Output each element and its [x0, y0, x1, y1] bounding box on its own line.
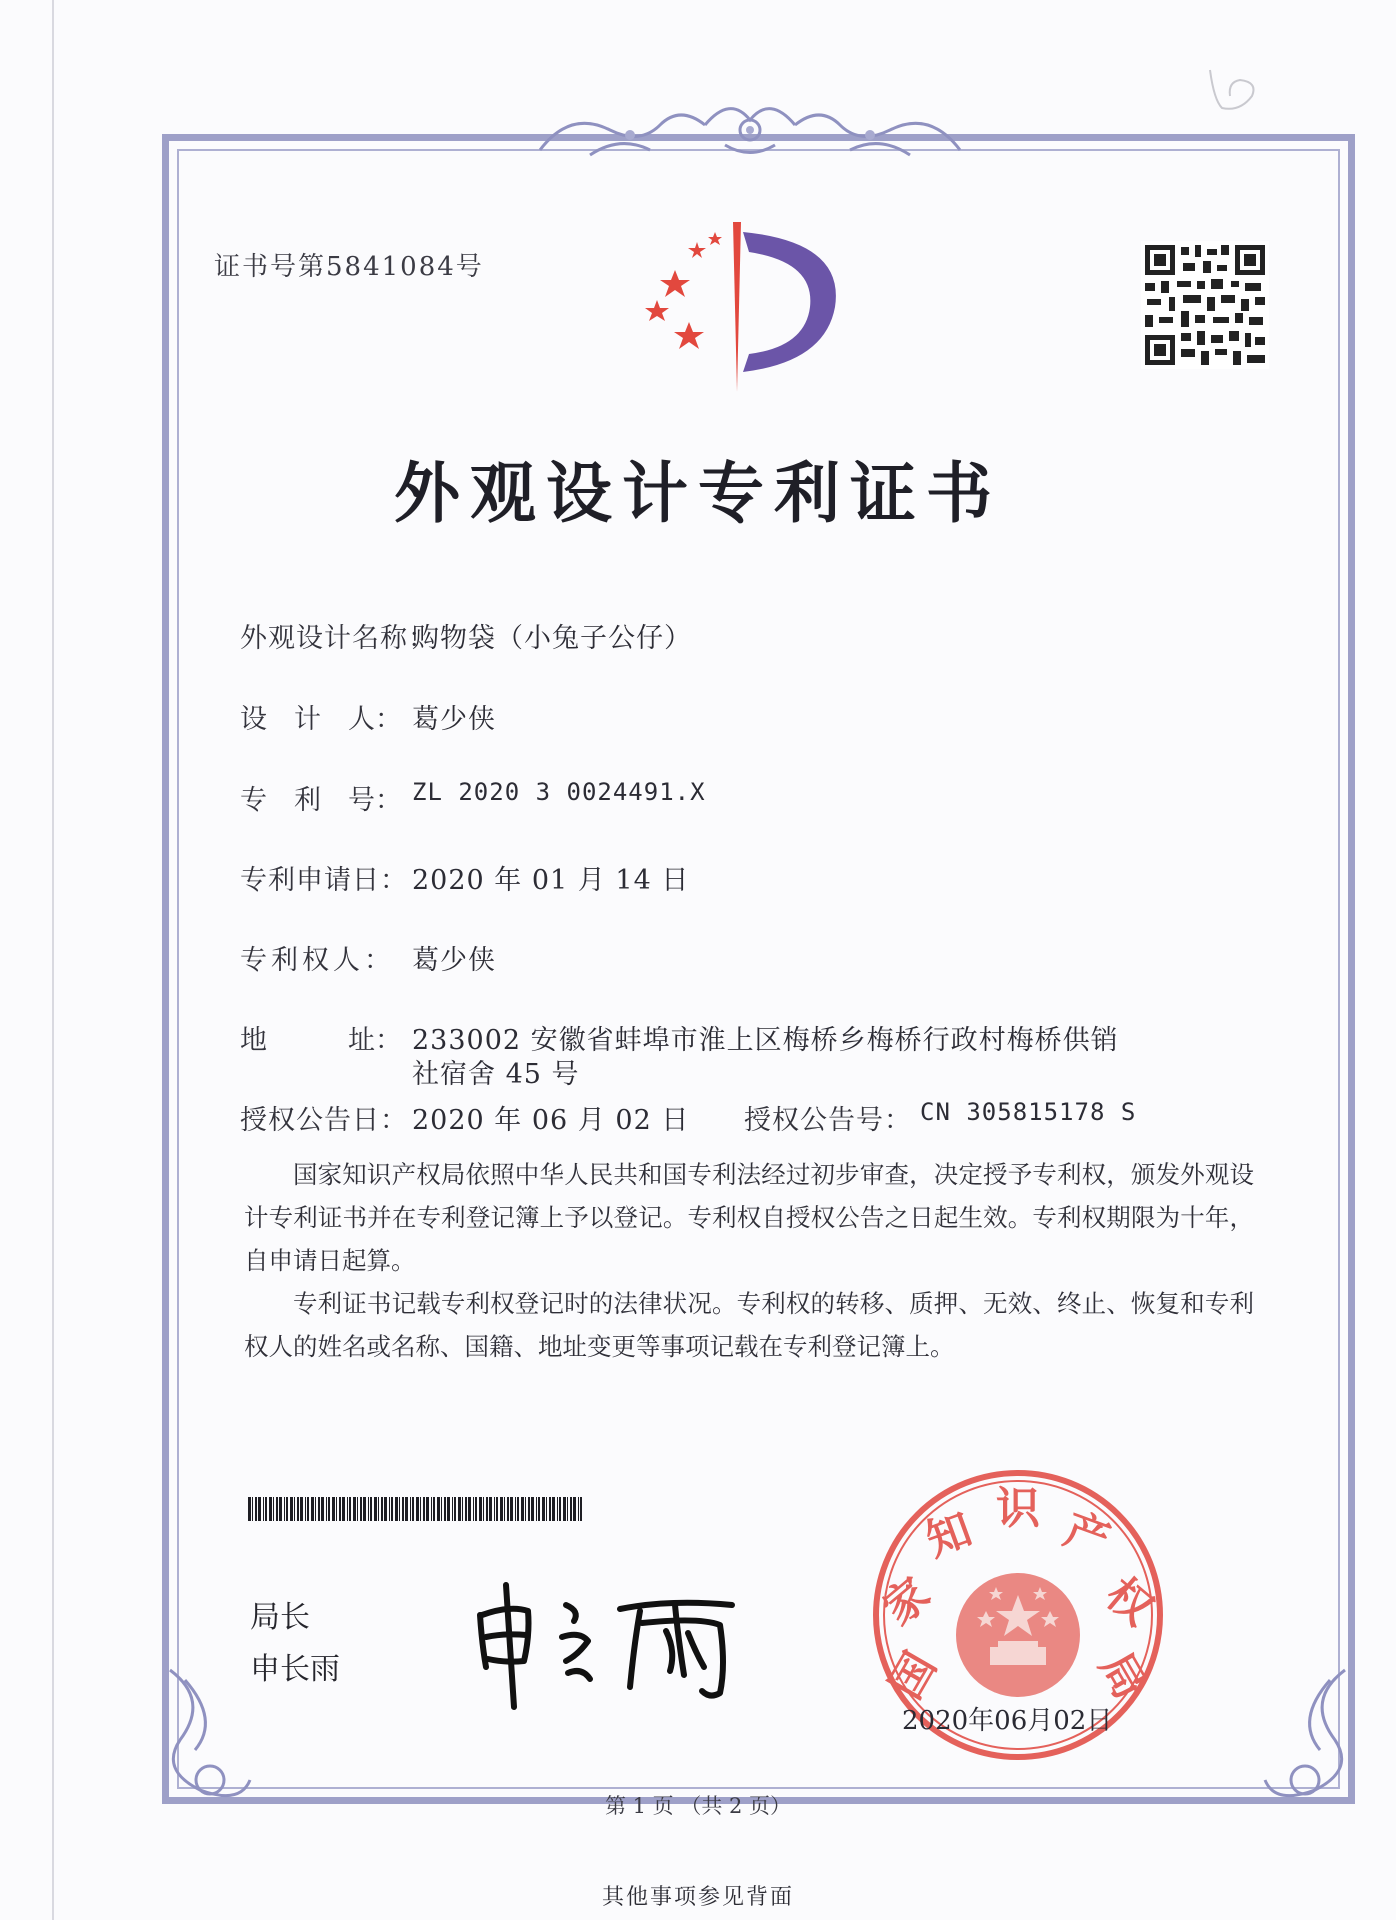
patentee-label: 专利权人： — [240, 945, 395, 976]
barcode-icon — [248, 1497, 588, 1521]
filing-date-label: 专利申请日： — [240, 865, 408, 896]
patent-number-value: ZL 2020 3 0024491.X — [412, 778, 706, 806]
certificate-title: 外观设计专利证书 — [394, 454, 1002, 532]
designer-value: 葛少侠 — [412, 704, 496, 735]
filing-date-value: 2020 年 01 月 14 日 — [412, 865, 690, 896]
address-label: 地 址： — [240, 1025, 402, 1056]
patentee-value: 葛少侠 — [412, 945, 496, 976]
grant-number-label: 授权公告号： — [744, 1105, 912, 1136]
footer-note: 其他事项参见背面 — [601, 1885, 794, 1910]
svg-text:家: 家 — [873, 1568, 940, 1636]
pencil-mark-icon — [1200, 60, 1270, 120]
designer-label: 设 计 人： — [240, 704, 402, 735]
svg-text:权: 权 — [1096, 1568, 1163, 1636]
address-value-line2: 社宿舍 45 号 — [412, 1059, 580, 1090]
patent-number-label: 专 利 号： — [240, 785, 402, 816]
certificate-number: 证书号第5841084号 — [214, 252, 484, 282]
svg-text:识: 识 — [996, 1483, 1040, 1534]
svg-text:知: 知 — [919, 1503, 979, 1567]
director-name: 申长雨 — [250, 1652, 340, 1687]
svg-text:国: 国 — [880, 1643, 947, 1708]
top-ornament-icon — [530, 100, 970, 170]
body-paragraph-2: 专利证书记载专利权登记时的法律状况。专利权的转移、质押、无效、终止、恢复和专利权人的姓名或名称、国籍、地址变更等事项记载在专利登记簿上。 — [244, 1289, 1254, 1361]
svg-text:产: 产 — [1057, 1503, 1117, 1567]
grant-date-label: 授权公告日： — [240, 1105, 408, 1136]
page-edge-line — [52, 0, 54, 1920]
director-title: 局长 — [250, 1600, 310, 1635]
design-name-value: 购物袋（小兔子公仔） — [412, 623, 692, 654]
seal-date: 2020年06月02日 — [902, 1706, 1113, 1736]
qr-code-icon — [1141, 241, 1269, 369]
cnipa-logo-icon — [645, 222, 855, 392]
svg-text:局: 局 — [1089, 1643, 1156, 1708]
page-number: 第 1 页 （共 2 页） — [604, 1794, 792, 1818]
design-name-label: 外观设计名称： — [240, 623, 436, 654]
certificate-body-text — [244, 1153, 1254, 1368]
grant-number-value: CN 305815178 S — [920, 1098, 1137, 1126]
address-value-line1: 233002 安徽省蚌埠市淮上区梅桥乡梅桥行政村梅桥供销 — [412, 1025, 1119, 1056]
grant-date-value: 2020 年 06 月 02 日 — [412, 1105, 690, 1136]
director-signature — [470, 1575, 760, 1715]
body-paragraph-1: 国家知识产权局依照中华人民共和国专利法经过初步审查，决定授予专利权，颁发外观设计专利证书并在专利登记簿上予以登记。专利权自授权公告之日起生效。专利权期限为十年，自申请日起算。 — [244, 1160, 1254, 1275]
